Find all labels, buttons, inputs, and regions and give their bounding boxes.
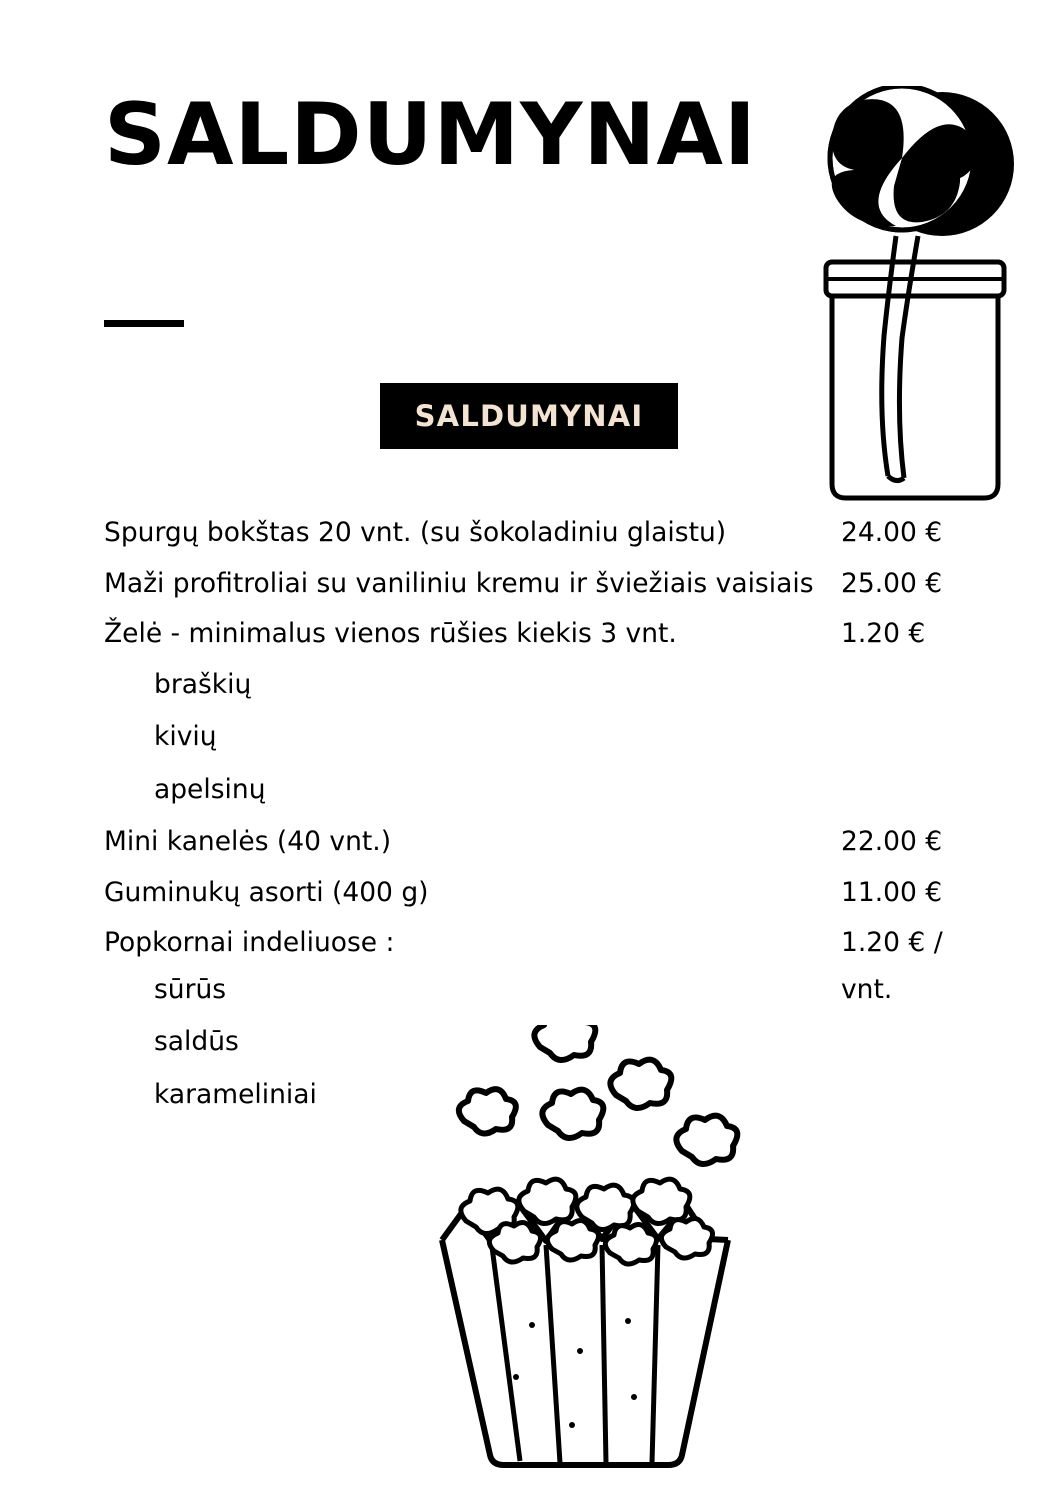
menu-subitem-name: sūrūs [154, 973, 227, 1005]
title-divider [104, 320, 184, 327]
menu-subitem [104, 721, 959, 752]
menu-item-price: 22.00 € [841, 826, 943, 857]
menu-item-price: 1.20 € / [841, 927, 943, 958]
menu-item [104, 567, 959, 599]
menu-subitem [104, 773, 959, 805]
menu-item-name: Maži profitroliai su vaniliniu kremu ir šviežiais vaisiais [104, 567, 814, 599]
menu-subitem [104, 668, 959, 700]
menu-item [104, 927, 959, 958]
menu-subitem-price: vnt. [841, 973, 893, 1005]
menu-subitem-name: karameliniai [154, 1078, 317, 1110]
menu-item [104, 618, 959, 649]
menu-item-name: Popkornai indeliuose : [104, 927, 395, 958]
menu-subitem-name: saldūs [154, 1026, 239, 1057]
menu-item [104, 826, 959, 857]
section-badge: SALDUMYNAI [380, 383, 678, 449]
page-title: SALDUMYNAI [104, 85, 757, 185]
menu-subitem [104, 973, 959, 1005]
menu-item-name: Mini kanelės (40 vnt.) [104, 826, 392, 857]
popcorn-bucket-illustration [420, 1025, 750, 1475]
lollipop-in-jar-illustration [792, 86, 1038, 501]
menu-subitem-name: apelsinų [154, 773, 266, 805]
menu-subitem-name: braškių [154, 668, 252, 700]
menu-item-price: 25.00 € [841, 567, 943, 599]
menu-subitem-name: kivių [154, 721, 217, 752]
menu-item-name: Guminukų asorti (400 g) [104, 876, 429, 908]
menu-item [104, 517, 959, 548]
menu-item-name: Spurgų bokštas 20 vnt. (su šokoladiniu glaistu) [104, 517, 727, 548]
menu-item-price: 24.00 € [841, 517, 943, 548]
menu-item-price: 1.20 € [841, 618, 926, 649]
menu-item-name: Želė - minimalus vienos rūšies kiekis 3 vnt. [104, 618, 677, 649]
menu-item [104, 876, 959, 908]
menu-item-price: 11.00 € [841, 876, 943, 908]
